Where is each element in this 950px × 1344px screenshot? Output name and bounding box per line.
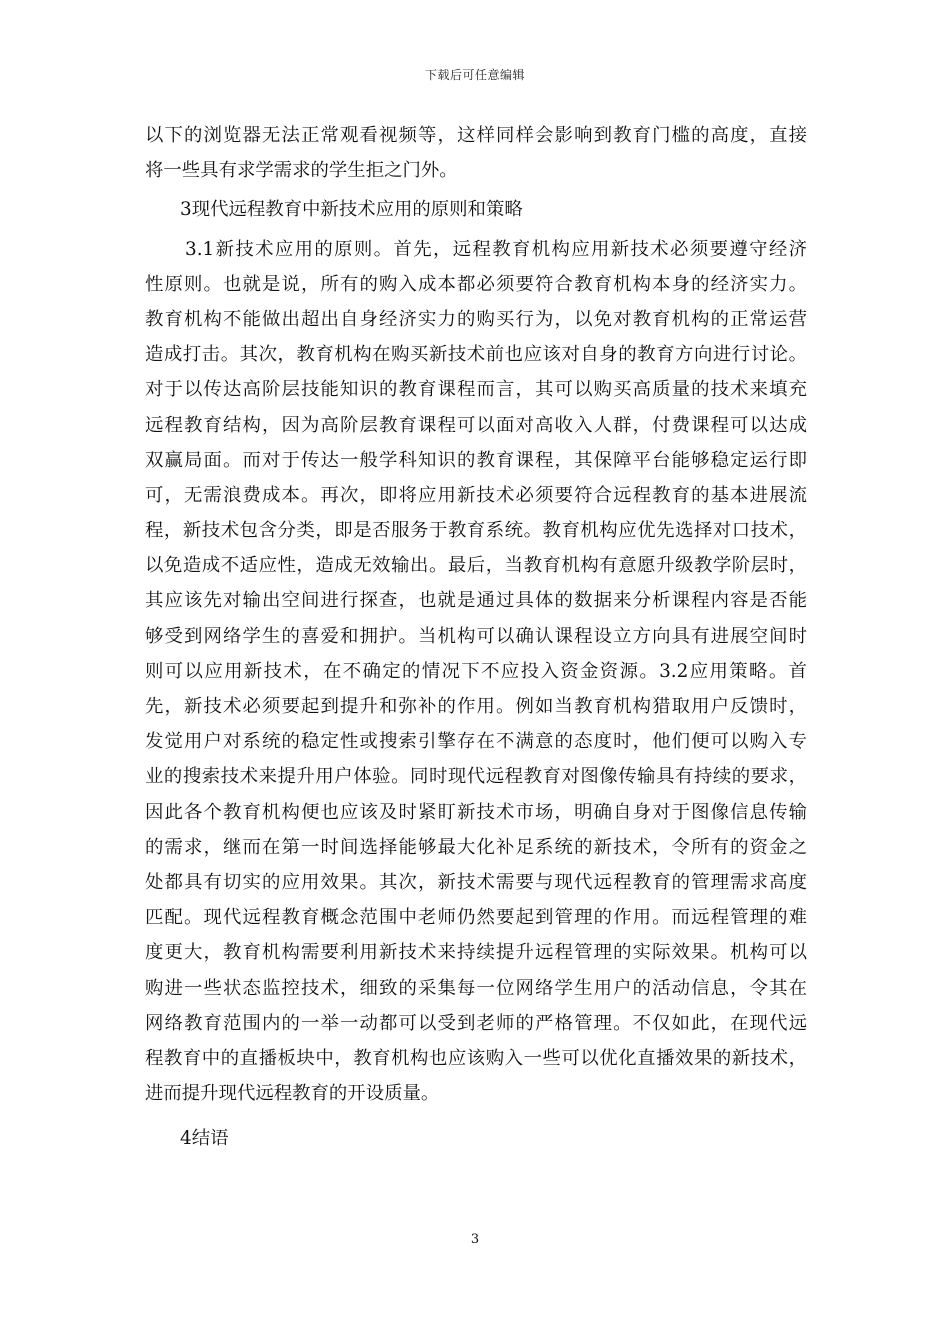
text-line: 先，新技术必须要起到提升和弥补的作用。例如当教育机构猎取用户反馈时，	[145, 696, 807, 717]
text-line: 发觉用户对系统的稳定性或搜索引擎存在不满意的态度时，他们便可以购入专	[145, 731, 807, 753]
text-line: 的需求，继而在第一时间选择能够最大化补足系统的新技术，令所有的资金之	[145, 836, 807, 858]
text-line: 远程教育结构，因为高阶层教育课程可以面对高收入人群，付费课程可以达成	[145, 414, 807, 436]
section-heading: 3现代远程教育中新技术应用的原则和策略	[180, 199, 523, 221]
text-line: 购进一些状态监控技术，细致的采集每一位网络学生用户的活动信息，令其在	[145, 977, 807, 999]
section-heading: 4结语	[180, 1128, 229, 1150]
text-line: 程，新技术包含分类，即是否服务于教育系统。教育机构应优先选择对口技术，	[145, 520, 807, 542]
text-line: 程教育中的直播板块中，教育机构也应该购入一些可以优化直播效果的新技术，	[145, 1047, 807, 1069]
text-line: 以下的浏览器无法正常观看视频等，这样同样会影响到教育门槛的高度，直接	[145, 125, 807, 146]
text-line: 将一些具有求学需求的学生拒之门外。	[145, 160, 458, 182]
page-number: 3	[470, 1232, 480, 1247]
text-line: 网络教育范围内的一举一动都可以受到老师的严格管理。不仅如此，在现代远	[145, 1012, 807, 1034]
text-line: 双赢局面。而对于传达一般学科知识的教育课程，其保障平台能够稳定运行即	[145, 449, 807, 471]
text-line: 够受到网络学生的喜爱和拥护。当机构可以确认课程设立方向具有进展空间时	[145, 625, 807, 647]
text-line: 则可以应用新技术，在不确定的情况下不应投入资金资源。3.2应用策略。首	[145, 660, 807, 682]
text-line: 对于以传达高阶层技能知识的教育课程而言，其可以购买高质量的技术来填充	[145, 379, 807, 401]
text-line: 业的搜索技术来提升用户体验。同时现代远程教育对图像传输具有持续的要求，	[145, 766, 807, 788]
text-line: 可，无需浪费成本。再次，即将应用新技术必须要符合远程教育的基本进展流	[145, 484, 807, 506]
text-line: 教育机构不能做出超出自身经济实力的购买行为，以免对教育机构的正常运营	[145, 308, 807, 330]
text-line: 匹配。现代远程教育概念范围中老师仍然要起到管理的作用。而远程管理的难	[145, 907, 807, 929]
text-line: 因此各个教育机构便也应该及时紧盯新技术市场，明确自身对于图像信息传输	[145, 801, 807, 823]
text-line: 性原则。也就是说，所有的购入成本都必须要符合教育机构本身的经济实力。	[145, 273, 807, 295]
text-line: 其应该先对输出空间进行探查，也就是通过具体的数据来分析课程内容是否能	[145, 590, 807, 612]
text-line: 度更大，教育机构需要利用新技术来持续提升远程管理的实际效果。机构可以	[145, 942, 807, 964]
document-body	[145, 118, 807, 1156]
text-line: 3.1新技术应用的原则。首先，远程教育机构应用新技术必须要遵守经济	[185, 238, 807, 260]
page-header: 下载后可任意编辑	[424, 68, 525, 82]
text-line: 处都具有切实的应用效果。其次，新技术需要与现代远程教育的管理需求高度	[145, 871, 807, 893]
text-line: 以免造成不适应性，造成无效输出。最后，当教育机构有意愿升级教学阶层时，	[145, 555, 807, 577]
text-line: 造成打击。其次，教育机构在购买新技术前也应该对自身的教育方向进行讨论。	[145, 344, 807, 366]
text-line: 进而提升现代远程教育的开设质量。	[145, 1083, 440, 1105]
